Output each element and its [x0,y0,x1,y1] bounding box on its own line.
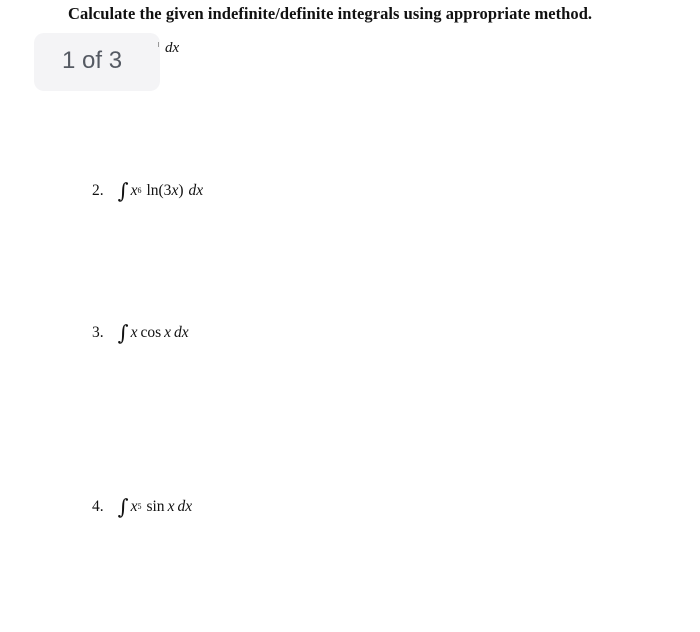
differential: dx [174,323,189,341]
function-argument-variable: x [167,497,175,515]
integral-sign: ∫ [117,321,129,345]
differential: dx [177,497,193,515]
integrand-function: sin [146,497,165,515]
function-argument-variable: x [164,323,172,341]
integral-sign: ∫ [117,179,129,203]
problem-number: 2. [92,181,104,199]
problem-2: 2. ∫ x 6 ln(3 x ) dx [92,179,204,203]
integrand-function: cos [140,323,162,341]
integrand-base: x [130,497,138,515]
partial-differential: dx [165,40,180,56]
partial-fraction-mark [158,42,159,47]
integrand-base: x [130,181,138,199]
page-indicator-badge [34,33,160,91]
problem-number: 3. [92,323,104,341]
page-indicator-label: 1 of 3 [62,47,123,74]
instructions-title: Calculate the given indefinite/definite integrals using appropriate method. [68,4,593,23]
integrand-base: x [130,323,138,341]
integrand-function: ln(3 [146,181,172,199]
problem-3 [92,322,189,343]
partial-problem-fragment [165,40,179,57]
function-close-paren: ) [178,181,184,199]
function-argument-variable: x [171,181,179,199]
differential: dx [188,181,204,199]
integral-sign: ∫ [117,495,129,519]
problem-number: 4. [92,497,104,515]
problem-4: 4. ∫ x 5 sin x dx [92,495,193,519]
